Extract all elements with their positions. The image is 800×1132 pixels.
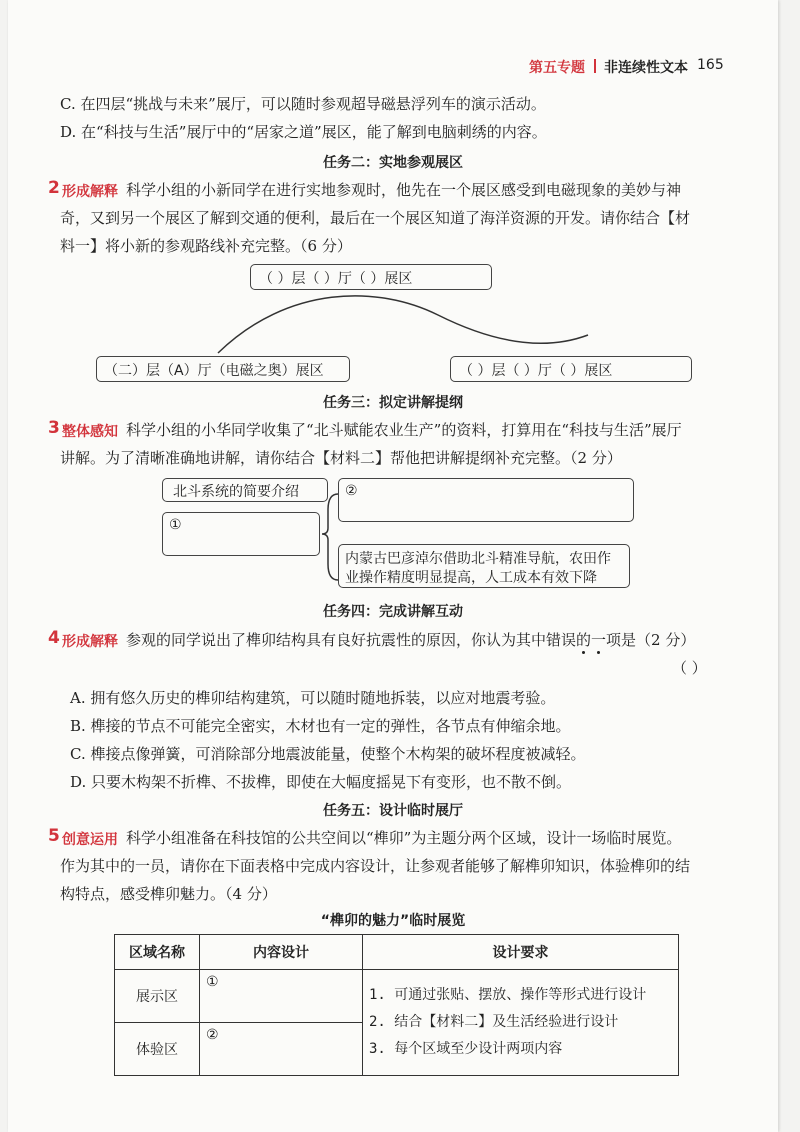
content-blank-1[interactable] xyxy=(200,970,363,1023)
task2-tag: 形成解释 xyxy=(62,184,118,200)
route-box-top xyxy=(250,264,492,290)
task5-line-3: 构特点，感受榫卯魅力。（4 分） xyxy=(60,885,277,903)
requirement-item: 1. 可通过张贴、摆放、操作等形式进行设计 xyxy=(369,987,647,1003)
task5-title: 任务五：设计临时展厅 xyxy=(323,803,463,819)
task5-line-1: 科学小组准备在科技馆的公共空间以“榫卯”为主题分两个区域，设计一场临时展览。 xyxy=(126,829,682,847)
q1-option-d: D. 在“科技与生活”展厅中的“居家之道”展区，能了解到电脑刺绣的内容。 xyxy=(60,123,547,141)
blank-2-marker: ② xyxy=(345,483,358,499)
blank-2-marker: ② xyxy=(206,1027,219,1043)
task5-number: 5 xyxy=(48,826,60,846)
q1-option-c: C. 在四层“挑战与未来”展厅，可以随时参观超导磁悬浮列车的演示活动。 xyxy=(60,95,546,113)
outline-blank-2[interactable] xyxy=(338,478,634,522)
task3-tag: 整体感知 xyxy=(62,424,118,440)
route-box-left-text: （二）层（A）厅（电磁之奥）展区 xyxy=(104,363,324,379)
outline-label-box xyxy=(162,478,328,502)
route-box-right-text: （ ）层（ ）厅（ ）展区 xyxy=(459,363,613,379)
emphasis-dot xyxy=(597,651,600,654)
zone-experience: 体验区 xyxy=(115,1023,200,1076)
route-curve xyxy=(208,295,608,360)
task4-option-b: B. 榫接的节点不可能完全密实，木材也有一定的弹性，各节点有伸缩余地。 xyxy=(70,717,571,735)
task4-number: 4 xyxy=(48,628,60,648)
header-content: 内容设计 xyxy=(200,935,363,970)
requirement-item: 2. 结合【材料二】及生活经验进行设计 xyxy=(369,1014,619,1030)
outline-example-box xyxy=(338,544,630,588)
task3-title: 任务三：拟定讲解提纲 xyxy=(323,395,463,411)
page xyxy=(8,0,778,1132)
task2-title: 任务二：实地参观展区 xyxy=(323,155,463,171)
task3-number: 3 xyxy=(48,418,60,438)
task4-option-d: D. 只要木构架不折榫、不拔榫，即使在大幅度摇晃下有变形，也不散不倒。 xyxy=(70,773,572,791)
task2-line-1: 科学小组的小新同学在进行实地参观时，他先在一个展区感受到电磁现象的美妙与神 xyxy=(126,181,682,199)
route-box-top-text: （ ）层（ ）厅（ ）展区 xyxy=(259,271,413,287)
task4-option-a: A. 拥有悠久历史的榫卯结构建筑，可以随时随地拆装，以应对地震考验。 xyxy=(70,689,556,707)
answer-parentheses[interactable]: （ ） xyxy=(672,659,707,677)
requirement-item: 3. 每个区域至少设计两项内容 xyxy=(369,1041,563,1057)
route-box-right xyxy=(450,356,692,382)
zone-display: 展示区 xyxy=(115,970,200,1023)
outline-label: 北斗系统的简要介绍 xyxy=(173,484,299,500)
task5-tag: 创意运用 xyxy=(62,832,118,848)
table-row xyxy=(115,970,679,1023)
exhibition-table xyxy=(114,934,679,1076)
task2-number: 2 xyxy=(48,178,60,198)
example-line-1: 内蒙古巴彦淖尔借助北斗精准导航，农田作 xyxy=(345,551,611,567)
header-divider xyxy=(594,59,596,73)
task4-option-c: C. 榫接点像弹簧，可消除部分地震波能量，使整个木构架的破坏程度被减轻。 xyxy=(70,745,586,763)
example-line-2: 业操作精度明显提高，人工成本有效下降 xyxy=(345,570,597,586)
table-header-row xyxy=(115,935,679,970)
header-zone: 区域名称 xyxy=(115,935,200,970)
table-title: “榫卯的魅力”临时展览 xyxy=(320,913,466,929)
task5-line-2: 作为其中的一员，请你在下面表格中完成内容设计，让参观者能够了解榫卯知识，体验榫卯的结 xyxy=(60,857,691,875)
blank-1-marker: ① xyxy=(206,974,219,990)
outline-blank-1[interactable] xyxy=(162,512,320,556)
emphasis-dot xyxy=(582,651,585,654)
requirements-cell xyxy=(363,970,679,1076)
section-label: 第五专题 xyxy=(529,60,585,76)
task4-tag: 形成解释 xyxy=(62,634,118,650)
task2-line-2: 奇，又到另一个展区了解到交通的便利，最后在一个展区知道了海洋资源的开发。请你结合【材 xyxy=(60,209,691,227)
header-requirements: 设计要求 xyxy=(363,935,679,970)
task2-line-3: 料一】将小新的参观路线补充完整。（6 分） xyxy=(60,237,352,255)
task3-line-2: 讲解。为了清晰准确地讲解，请你结合【材料二】帮他把讲解提纲补充完整。（2 分） xyxy=(60,449,622,467)
task3-line-1: 科学小组的小华同学收集了“北斗赋能农业生产”的资料，打算用在“科技与生活”展厅 xyxy=(126,421,682,439)
section-title: 非连续性文本 xyxy=(604,60,688,76)
task4-stem: 参观的同学说出了榫卯结构具有良好抗震性的原因，你认为其中错误的一项是（2 分） xyxy=(126,631,696,649)
page-number: 165 xyxy=(697,57,724,73)
content-blank-2[interactable] xyxy=(200,1023,363,1076)
route-box-left xyxy=(96,356,350,382)
blank-1-marker: ① xyxy=(169,517,182,533)
task4-title: 任务四：完成讲解互动 xyxy=(323,604,463,620)
